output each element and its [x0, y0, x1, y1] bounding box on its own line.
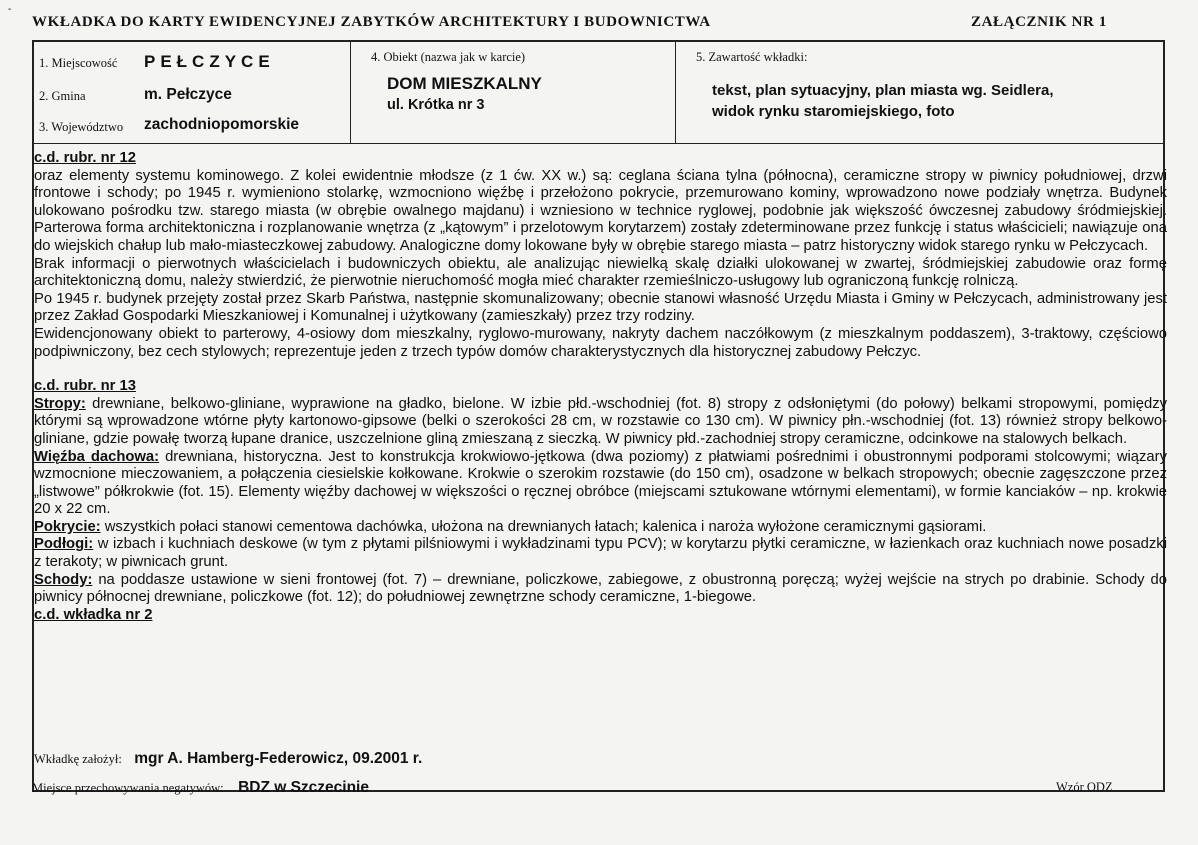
stropy-text: drewniane, belkowo-gliniane, wyprawione na gładko, bielone. W izbie płd.-wschodniej (fot. 8) stropy z odsłoniętymi (do połowy) belkami stropowymi, pomiędzy którymi są wprowadzone wtórne płyty kartonowo-gipsowe (belki o szerokości 28 cm, w rozstawie co 130 cm). W piwnicy płn.-wschodniej (fot. 13) również stropy belkowo-gliniane, gdzie powałę tworzą łupane dranice, uszczelnione gliną zmieszaną z sieczką. W piwnicy płd.-zachodniej stropy ceramiczne, odcinkowe na stalowych belkach.: [34, 395, 1167, 447]
pokrycie-label: Pokrycie:: [34, 518, 101, 535]
zalozyl-value: mgr A. Hamberg-Federowicz, 09.2001 r.: [134, 750, 423, 767]
wkladka-heading: c.d. wkładka nr 2: [34, 606, 153, 623]
page-title: WKŁADKA DO KARTY EWIDENCYJNEJ ZABYTKÓW ARCHITEKTURY I BUDOWNICTWA: [32, 14, 711, 30]
form-frame: [32, 40, 1165, 792]
section12-paragraph-1: oraz elementy systemu kominowego. Z kolei ewidentnie młodsze (z 1 ćw. XX w.) są: ceglana ściana tylna (północna), ceramiczne stropy w piwnicy południowej, drzwi frontowe i schody; po 1945 r. wymieniono stolarkę, wzmocniono więźbę i przełożono pokrycie, przemurowano kominy, wprowadzono nowe podziały wnętrza. Budynek ulokowano pośrodku tzw. starego miasta (w obrębie owalnego majdanu) i wzniesiono w technice ryglowej, podobnie jak większość ówczesnej zabudowy śródmiejskiej. Parterowa forma architektoniczna i rozplanowanie wnętrza (z „kątowym” i przelotowym korytarzem) zostały zdeterminowane przez funkcję i status właścicieli; nawiązuje ona do wiejskich chałup lub mało-miasteczkowej zabudowy. Analogiczne domy lokowane były w obrębie starego miasta – patrz historyczny widok starego rynku w Pełczycach.: [34, 167, 1167, 254]
podlogi-text: w izbach i kuchniach deskowe (w tym z płytami pilśniowymi i wykładzinami typu PCV); w korytarzu płytki ceramiczne, w łazienkach oraz kuchniach nowe posadzki z terakoty; w piwnicach grunt.: [34, 536, 1167, 571]
schody-label: Schody:: [34, 571, 93, 588]
miejscowosc-label: 1. Miejscowość: [39, 56, 118, 70]
section-gap: [34, 361, 1167, 378]
object-column: [350, 42, 676, 143]
gmina-label: 2. Gmina: [39, 89, 86, 103]
contents-column: [676, 42, 1165, 143]
stropy-label: Stropy:: [34, 395, 86, 412]
document-body: [34, 150, 1169, 624]
podlogi-paragraph: [34, 536, 1167, 571]
zawartosc-line1: tekst, plan sytuacyjny, plan miasta wg. Seidlera,: [712, 82, 1054, 99]
stropy-paragraph: [34, 396, 1167, 449]
wojewodztwo-label: 3. Województwo: [39, 120, 124, 134]
wiezba-paragraph: [34, 449, 1167, 519]
section12-paragraph-2: Brak informacji o pierwotnych właścicielach i budowniczych obiektu, ale analizując niewielką skalę działki ulokowanej w zwartej, śródmiejskiej zabudowie oraz formę architektoniczną domu, należy stwierdzić, że pierwotnie nieruchomość mogła mieć charakter rzemieślniczo-usługowy lub ograniczoną funkcję rolniczą.: [34, 255, 1167, 290]
form-template-label: Wzór ODZ: [1056, 780, 1113, 794]
gmina-value: m. Pełczyce: [144, 86, 232, 103]
pokrycie-paragraph: [34, 519, 1167, 537]
section12-paragraph-4: Ewidencjonowany obiekt to parterowy, 4-osiowy dom mieszkalny, ryglowo-murowany, nakryty dachem naczółkowym (z mieszkalnym poddaszem), 3-traktowy, częściowo podpiwniczony, bez cech stylowych; reprezentuje jeden z trzech typów domów charakterystycznych dla historycznej zabudowy Pełczyc.: [34, 325, 1167, 360]
location-column: [34, 42, 351, 143]
author-row: [34, 750, 422, 768]
zawartosc-line2: widok rynku staromiejskiego, foto: [712, 103, 955, 120]
negatywy-value: BDZ w Szczecinie: [238, 779, 369, 796]
schody-paragraph: [34, 572, 1167, 607]
miejscowosc-value: PEŁCZYCE: [144, 52, 275, 71]
zalozyl-label: Wkładkę założył:: [34, 752, 122, 766]
wiezba-text: drewniana, historyczna. Jest to konstrukcja krokwiowo-jętkowa (dwa poziomy) z płatwiami pośrednimi i obustronnymi podporami stolcowymi; wiązary wzmocnione mieczowaniem, a połączenia ciesielskie kołkowane. Krokwie o szerokim rozstawie (do 150 cm), osadzone w belkach stropowych; obecnie zagęszczone przez „listwowe” półkrokwie (fot. 15). Elementy więźby dachowej w większości o ręcznej obróbce (miejscami sztukowane wtórnymi elementami), w formie kanciaków – np. krokwie 20 x 22 cm.: [34, 448, 1167, 518]
obiekt-label: 4. Obiekt (nazwa jak w karcie): [371, 50, 526, 64]
obiekt-address: ul. Krótka nr 3: [387, 97, 485, 113]
obiekt-name: DOM MIESZKALNY: [387, 74, 542, 93]
wojewodztwo-value: zachodniopomorskie: [144, 116, 300, 133]
pokrycie-text: wszystkich połaci stanowi cementowa dachówka, ułożona na drewnianych łatach; kalenica i naroża wyłożone ceramicznymi gąsiorami.: [100, 518, 987, 535]
annex-number: ZAŁĄCZNIK NR 1: [971, 14, 1107, 30]
header-box: [34, 42, 1163, 144]
zawartosc-label: 5. Zawartość wkładki:: [696, 50, 808, 64]
negatywy-label: Miejsce przechowywania negatywów:: [32, 781, 224, 795]
podlogi-label: Podłogi:: [34, 536, 94, 553]
schody-text: na poddasze ustawione w sieni frontowej (fot. 7) – drewniane, policzkowe, zabiegowe, z obustronną poręczą; wyżej wejście na strych po drabinie. Schody do piwnicy północnej drewniane, policzkowe (fot. 12); do południowej zewnętrzne schody ceramiczne, 1-biegowe.: [34, 571, 1167, 606]
corner-mark: -: [8, 4, 12, 15]
section12-paragraph-3: Po 1945 r. budynek przejęty został przez Skarb Państwa, następnie skomunalizowany; obecnie stanowi własność Urzędu Miasta i Gminy w Pełczycach, administrowany jest przez Zakład Gospodarki Mieszkaniowej i Komunalnej i użytkowany (zamieszkały) przez trzy rodziny.: [34, 290, 1167, 325]
negatives-row: [32, 779, 369, 797]
wiezba-label: Więźba dachowa:: [34, 448, 160, 465]
section12-heading: c.d. rubr. nr 12: [34, 150, 136, 166]
section13-heading: c.d. rubr. nr 13: [34, 378, 136, 395]
